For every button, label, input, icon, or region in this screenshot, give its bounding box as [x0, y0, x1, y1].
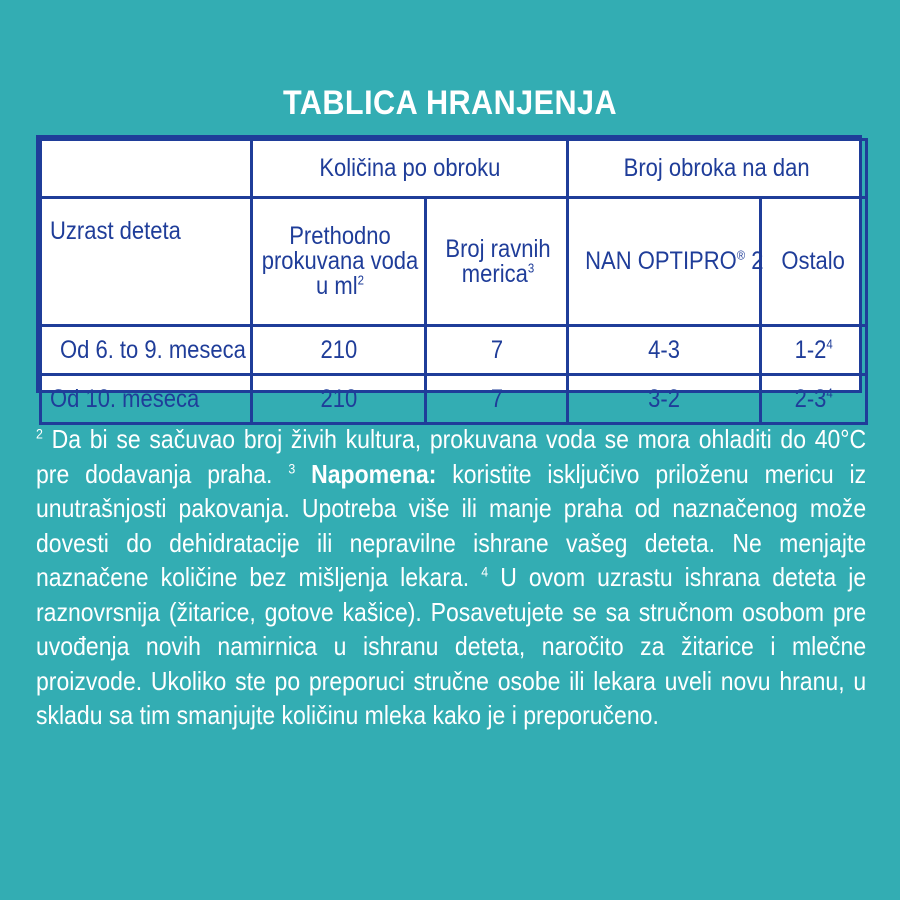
footnote-3-marker: 3: [288, 459, 296, 476]
feeding-table-grid: [39, 138, 868, 425]
header-other: Ostalo: [761, 198, 867, 326]
header-age: Uzrast deteta: [41, 198, 252, 326]
row-scoops: 7: [426, 375, 568, 424]
footnote-ref-4: 4: [826, 385, 833, 401]
footnote-ref-3: 3: [527, 260, 535, 276]
page-title: TABLICA HRANJENJA: [282, 84, 618, 122]
header-empty-cell: [41, 140, 252, 198]
footnote-4-marker: 4: [481, 563, 489, 580]
row-other: $2-3^4$: [761, 375, 867, 424]
header-scoops: Broj ravnih merica$^3$: [426, 198, 568, 326]
table-header-row: [41, 198, 867, 326]
row-age: Od 6. to 9. meseca: [41, 326, 252, 375]
table-row: [41, 326, 867, 375]
row-nan: 4-3: [568, 326, 761, 375]
note-label: Napomena:: [311, 458, 437, 489]
feeding-table: [36, 135, 862, 413]
footnote-ref-4: 4: [826, 336, 833, 352]
table-row: [41, 375, 867, 424]
registered-mark: ®: [736, 247, 746, 263]
row-age: Od 10. meseca: [41, 375, 252, 424]
footnote-ref-2: 2: [357, 272, 364, 288]
footnote-3-text: koristite isključivo priloženu mericu iz unutrašnjosti pakovanja. Upotreba više ili manje praha od naznačenog može dovesti do dehidratacije ili nepravilne ishrane vašeg deteta. Ne menjajte naznačene količine bez mišljenja lekara.: [36, 458, 867, 592]
row-scoops: 7: [426, 326, 568, 375]
footnote-4-text: U ovom uzrastu ishrana deteta je raznovrsnija (žitarice, gotove kašice). Posavetujete se sa stručnom osobom pre uvođenja novih namirnica u ishranu deteta, naročito za žitarice i mlečne proizvode. Ukoliko ste po preporuci stručne osobe ili lekara uveli novu hranu, u skladu sa tim smanjujte količinu mleka kako je i preporučeno.: [36, 562, 867, 730]
header-group-meals: Broj obroka na dan: [568, 140, 867, 198]
header-water: Prethodno prokuvana voda u $ml^2$: [252, 198, 426, 326]
table-header-group-row: [41, 140, 867, 198]
row-water: 210: [252, 326, 426, 375]
row-water: 210: [252, 375, 426, 424]
header-nan: NAN OPTIPRO® 2: [568, 198, 761, 326]
footnotes: [36, 422, 866, 733]
header-group-amount: Količina po obroku: [252, 140, 568, 198]
footnotes-text: [36, 422, 866, 733]
footnote-2-marker: 2: [36, 425, 43, 442]
row-nan: 3-2: [568, 375, 761, 424]
footnote-2-text: Da bi se sačuvao broj živih kultura, prokuvana voda se mora ohladiti do 40°C pre dodavanja praha.: [36, 424, 867, 489]
row-other: $1-2^4$: [761, 326, 867, 375]
